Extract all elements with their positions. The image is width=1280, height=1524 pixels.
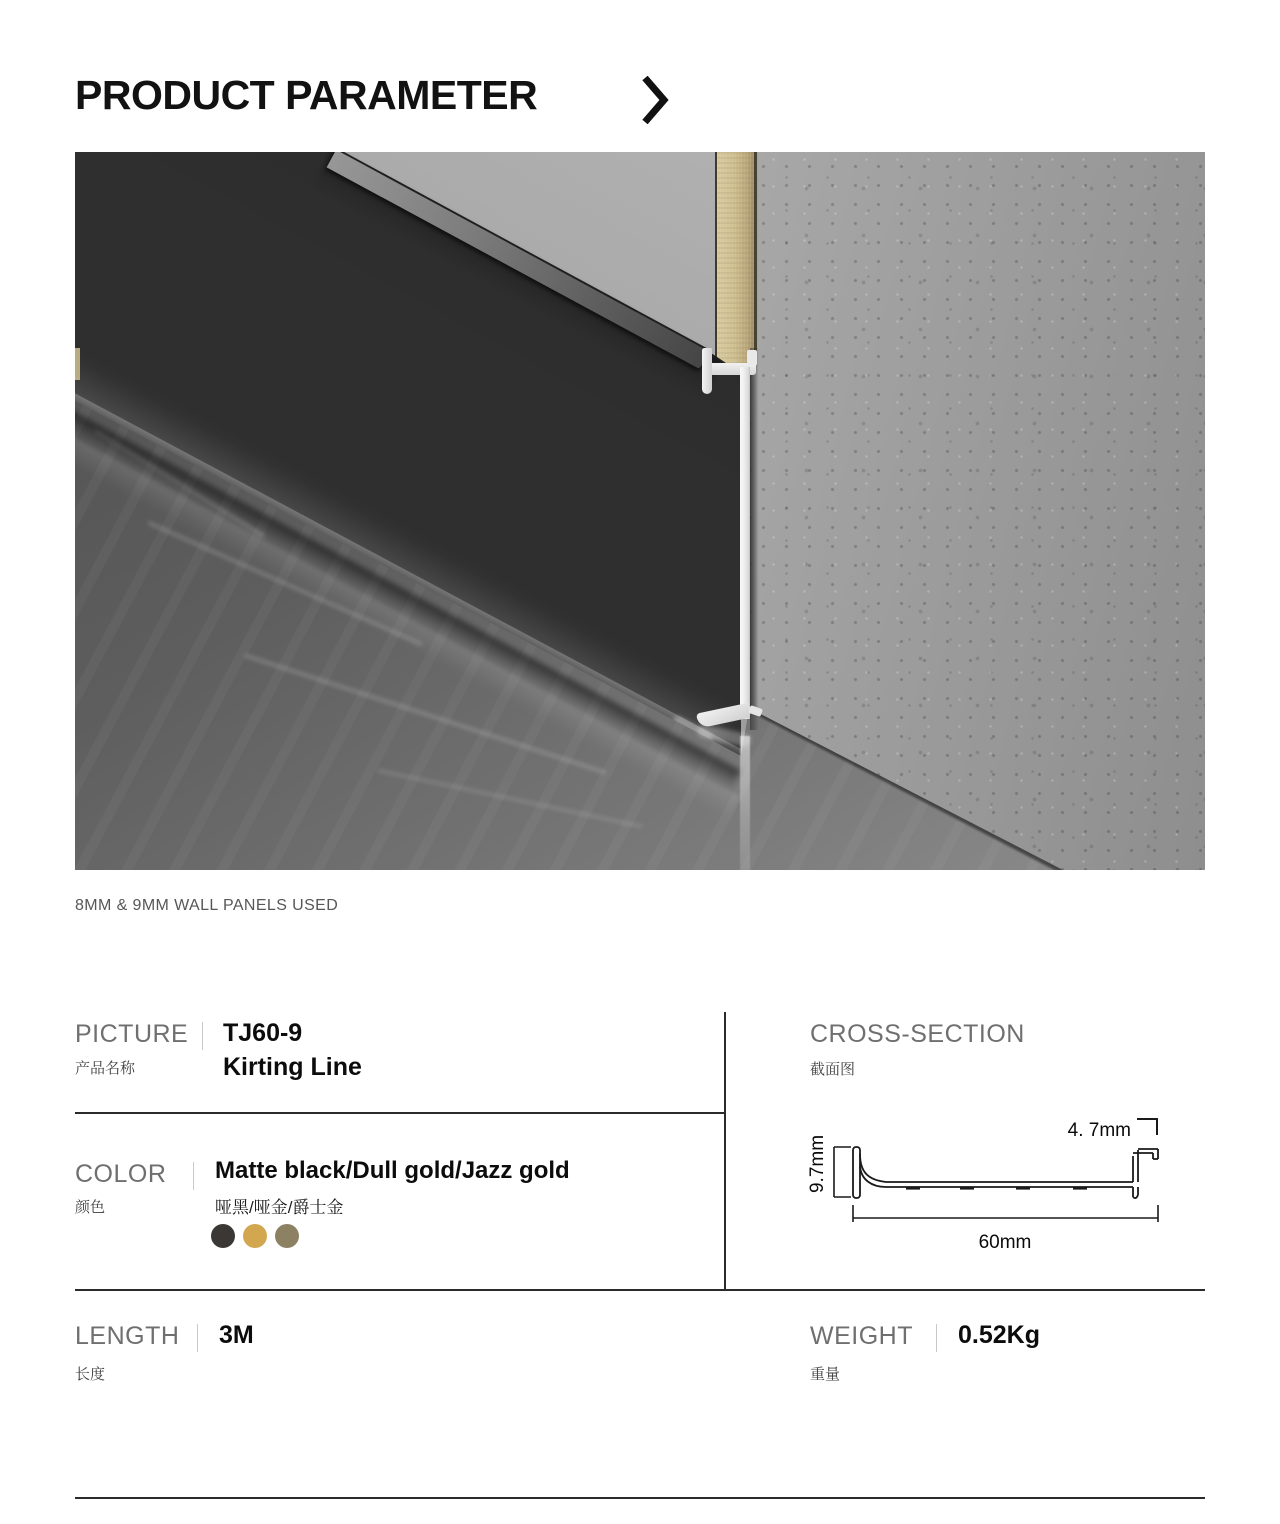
- divider-row2: [75, 1289, 1205, 1291]
- swatch-dull-gold: [243, 1224, 267, 1248]
- page-title: PRODUCT PARAMETER: [75, 72, 538, 118]
- dim-height: 9.7mm: [807, 1134, 828, 1194]
- divider-bottom: [75, 1497, 1205, 1499]
- photo-caption: 8MM & 9MM WALL PANELS USED: [75, 897, 339, 914]
- model-value: TJ60-9: [223, 1019, 303, 1047]
- color-value: Matte black/Dull gold/Jazz gold: [215, 1157, 570, 1184]
- separator: [936, 1324, 937, 1352]
- color-value-zh: 哑黑/哑金/爵士金: [215, 1198, 344, 1217]
- separator: [197, 1324, 198, 1352]
- divider-row1: [75, 1112, 724, 1114]
- weight-value: 0.52Kg: [958, 1321, 1040, 1349]
- profile-edge: [740, 367, 750, 719]
- cross-section-label: CROSS-SECTION: [810, 1020, 1025, 1048]
- dim-top: 4. 7mm: [1067, 1120, 1131, 1141]
- picture-label: PICTURE: [75, 1020, 189, 1048]
- panel-edge: [715, 152, 757, 364]
- divider-vertical: [724, 1012, 726, 1289]
- length-value: 3M: [219, 1321, 254, 1349]
- swatch-jazz-gold: [275, 1224, 299, 1248]
- cross-section-label-zh: 截面图: [810, 1061, 856, 1078]
- length-label-zh: 长度: [75, 1366, 106, 1383]
- separator: [193, 1162, 194, 1190]
- picture-label-zh: 产品名称: [75, 1060, 136, 1077]
- weight-label: WEIGHT: [810, 1322, 913, 1350]
- profile-reflection: [740, 736, 750, 870]
- product-name-value: Kirting Line: [223, 1053, 362, 1081]
- swatch-matte-black: [211, 1224, 235, 1248]
- color-label-zh: 颜色: [75, 1199, 106, 1216]
- chevron-right-icon: [638, 74, 672, 126]
- cross-section-diagram: [788, 1108, 1212, 1272]
- separator: [202, 1022, 203, 1050]
- dim-width: 60mm: [978, 1232, 1032, 1253]
- color-label: COLOR: [75, 1160, 167, 1188]
- weight-label-zh: 重量: [810, 1366, 841, 1383]
- panel-edge-sliver: [75, 348, 80, 380]
- length-label: LENGTH: [75, 1322, 180, 1350]
- product-photo: [75, 152, 1205, 870]
- color-swatches: [211, 1224, 299, 1248]
